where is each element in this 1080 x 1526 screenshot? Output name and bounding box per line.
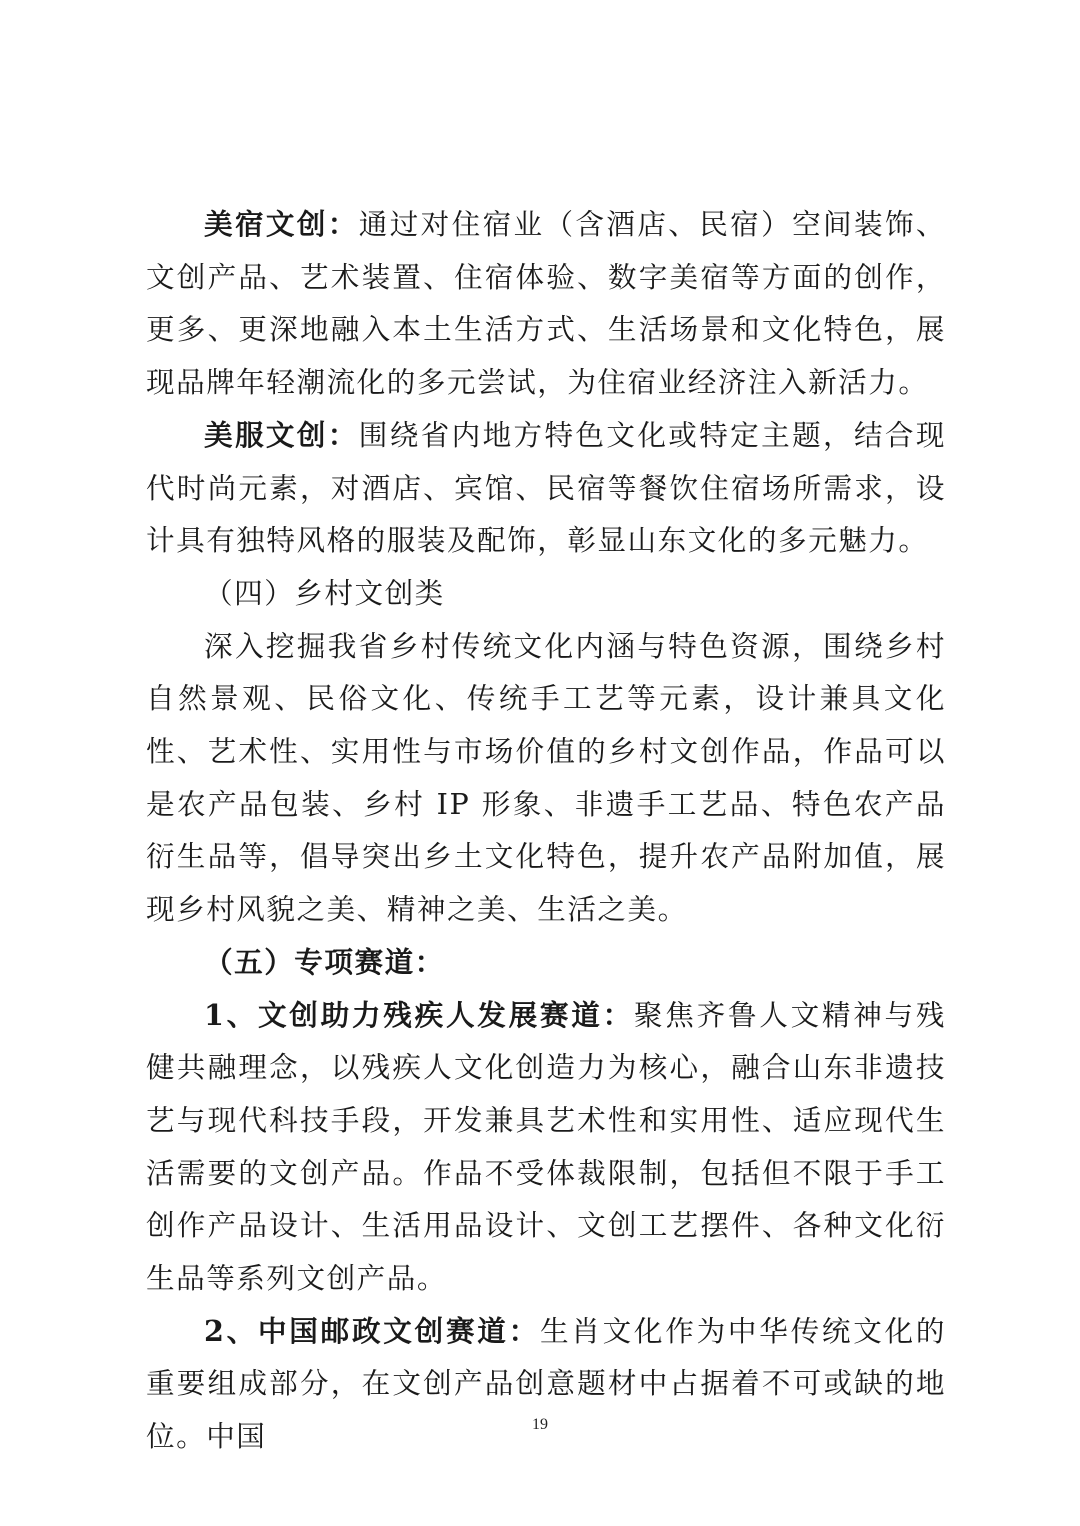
paragraph-meisu [146,198,946,409]
track-text: 生肖文化作为中华传统文化的重要组成部分，在文创产品创意题材中占据着不可或缺的地位。中国 [146,1313,946,1454]
section-five-heading: （五）专项赛道： [204,944,445,979]
section-four-heading: （四）乡村文创类 [204,575,445,610]
paragraph-meifu [146,409,946,567]
section-four-text: 深入挖掘我省乡村传统文化内涵与特色资源，围绕乡村自然景观、民俗文化、传统手工艺等元素，设计兼具文化性、艺术性、实用性与市场价值的乡村文创作品，作品可以是农产品包装、乡村 IP 形象、非遗手工艺品、特色农产品衍生品等，倡导突出乡土文化特色，提升农产品附加值，展现乡村风貌之美、精神之美、生活之美。 [146,628,946,927]
track-label: 1、文创助力残疾人发展赛道： [204,997,634,1032]
paragraph-text: 围绕省内地方特色文化或特定主题，结合现代时尚元素，对酒店、宾馆、民宿等餐饮住宿场所需求，设计具有独特风格的服装及配饰，彰显山东文化的多元魅力。 [146,417,946,558]
paragraph-text: 通过对住宿业（含酒店、民宿）空间装饰、文创产品、艺术装置、住宿体验、数字美宿等方面的创作，更多、更深地融入本土生活方式、生活场景和文化特色，展现品牌年轻潮流化的多元尝试，为住宿业经济注入新活力。 [146,207,946,400]
track-label: 2、中国邮政文创赛道： [204,1313,540,1348]
track-item-disability [146,989,946,1305]
paragraph-label: 美宿文创： [204,207,359,241]
track-item-postal [146,1305,946,1463]
document-body [146,198,946,1463]
page-number: 19 [532,1416,548,1433]
track-text: 聚焦齐鲁人文精神与残健共融理念，以残疾人文化创造力为核心，融合山东非遗技艺与现代科技手段，开发兼具艺术性和实用性、适应现代生活需要的文创产品。作品不受体裁限制，包括但不限于手工创作产品设计、生活用品设计、文创工艺摆件、各种文化衍生品等系列文创产品。 [146,997,946,1296]
paragraph-label: 美服文创： [204,417,359,452]
